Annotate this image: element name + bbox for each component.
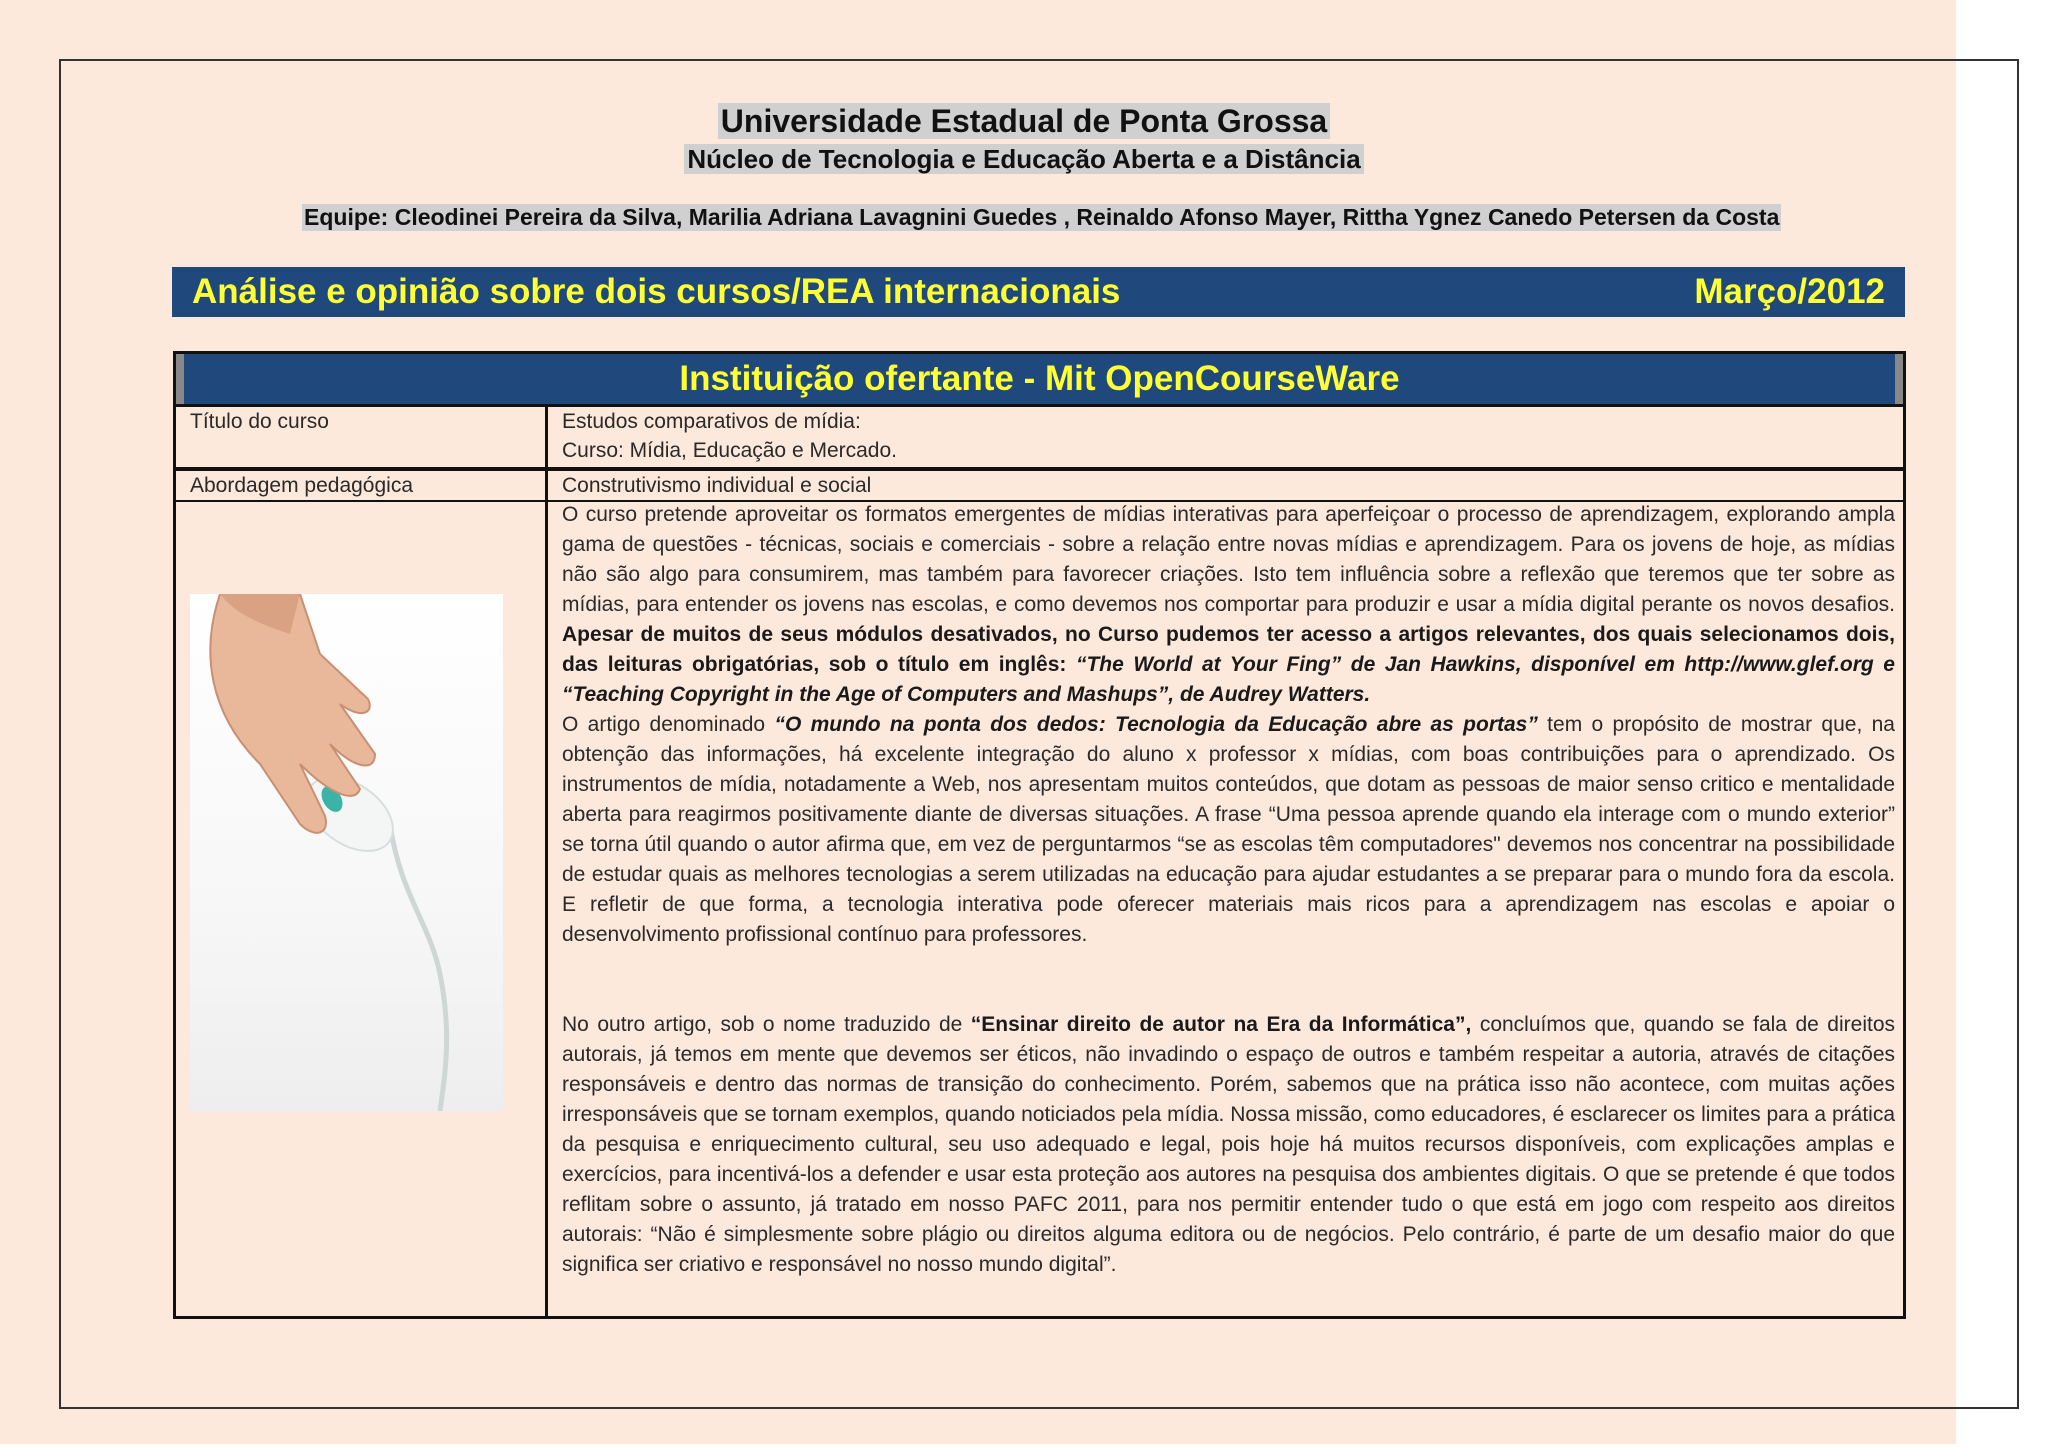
first-article-text: tem o propósito de mostrar que, na obtenção das informações, há excelente integração do aluno x professor x mídias, com boas contribuições para o aprendizado. Os instrumentos de mídia, notadamente a Web, nos apresentam muitos conteúdos, que dotam as pessoas de maior senso critico e mentalidade aberta para reagirmos positivamente diante de diversas situações. A frase “Uma pessoa aprende quando ela interage com o mundo exterior” se torna útil quando o autor afirma que, em vez de perguntarmos “se as escolas têm computadores" devemos nos concentrar na possibilidade de estudar quais as melhores tecnologias a serem utilizadas na educação para ajudar estudantes a se preparar para o mundo fora da escola. E refletir de que forma, a tecnologia interativa pode oferecer materiais mais ricos para a aprendizagem nas escolas e apoiar o desenvolvimento profissional contínuo para professores. [562,713,1895,946]
hand-mouse-photo [190,594,503,1111]
second-article-intro: No outro artigo, sob o nome traduzido de [562,1013,971,1036]
nucleus-heading [0,144,2048,175]
analysis-text [562,500,1895,1280]
approach-label: Abordagem pedagógica [190,474,414,497]
course-title-label: Título do curso [190,410,329,433]
university-name: Universidade Estadual de Ponta Grossa [718,103,1330,139]
course-title-line1: Estudos comparativos de mídia: [562,410,861,433]
first-article-title: “O mundo na ponta dos dedos: Tecnologia da Educação abre as portas” [774,713,1538,736]
table-divider [176,404,1903,407]
course-title-line2: Curso: Mídia, Educação e Mercado. [562,439,897,462]
nucleus-name: Núcleo de Tecnologia e Educação Aberta e a Distância [684,144,1363,174]
overview-bold-text: Apesar de muitos de seus módulos desativados, no Curso pudemos ter acesso a artigos relevantes, dos quais selecionamos dois, das leituras obrigatórias, sob o título em inglês: [562,623,1895,676]
university-heading [0,103,2048,140]
team-line: Equipe: Cleodinei Pereira da Silva, Marilia Adriana Lavagnini Guedes , Reinaldo Afonso Mayer, Rittha Ygnez Canedo Petersen da Costa [304,204,1780,230]
title-banner [172,267,1905,317]
second-article-text: concluímos que, quando se fala de direitos autorais, já temos em mente que devemos ser éticos, não invadindo o espaço de outros e também respeitar a autoria, através de citações responsáveis e dentro das normas de transição do conhecimento. Porém, sabemos que na prática isso não acontece, com muitas ações irresponsáveis que se tornam exemplos, quando noticiados pela mídia. Nossa missão, como educadores, é esclarecer os limites para a prática da pesquisa e enriquecimento cultural, seu uso adequado e legal, pois hoje há muitos recursos disponíveis, com explicações amplas e exercícios, para incentivá-los a defender e usar esta proteção aos autores na pesquisa dos ambientes digitais. O que se pretende é que todos reflitam sobre o assunto, já tratado em nosso PAFC 2011, para nos permitir entender tudo o que está em jogo com respeito aos direitos autorais: “Não é simplesmente sobre plágio ou direitos alguma editora ou de negócios. Pelo contrário, é parte de um desafio maior do que significa ser criativo e responsável no nosso mundo digital”. [562,1013,1895,1276]
paragraph-first-article [562,710,1895,950]
table-column-divider [545,404,548,1316]
paragraph-course-overview [562,500,1895,710]
overview-text: O curso pretende aproveitar os formatos emergentes de mídias interativas para aperfeiçoar o processo de aprendizagem, explorando ampla gama de questões - técnicas, sociais e comerciais - sobre a relação entre novas mídias e aprendizagem. Para os jovens de hoje, as mídias não são algo para consumirem, mas também para favorecer criações. Isto tem influência sobre a reflexão que teremos que ter sobre as mídias, para entender os jovens nas escolas, e como devemos nos comportar para produzir e usar a mídia digital perante os novos desafios. [562,503,1895,616]
course-table [173,351,1906,1319]
first-article-intro: O artigo denominado [562,713,775,736]
table-divider [176,467,1903,471]
paragraph-second-article [562,1010,1895,1280]
approach-value: Construtivismo individual e social [562,474,872,497]
banner-date: Março/2012 [1694,272,1885,311]
article-titles-text: “The World at Your Fing” de Jan Hawkins, disponível em http://www.glef.org e “Teaching Copyright in the Age of Computers and Mashups”, de Audrey Watters. [562,653,1895,706]
table-title: Instituição ofertante - Mit OpenCourseWare [176,354,1903,404]
second-article-title: “Ensinar direito de autor na Era da Informática”, [970,1013,1472,1036]
banner-title: Análise e opinião sobre dois cursos/REA internacionais [192,272,1121,311]
